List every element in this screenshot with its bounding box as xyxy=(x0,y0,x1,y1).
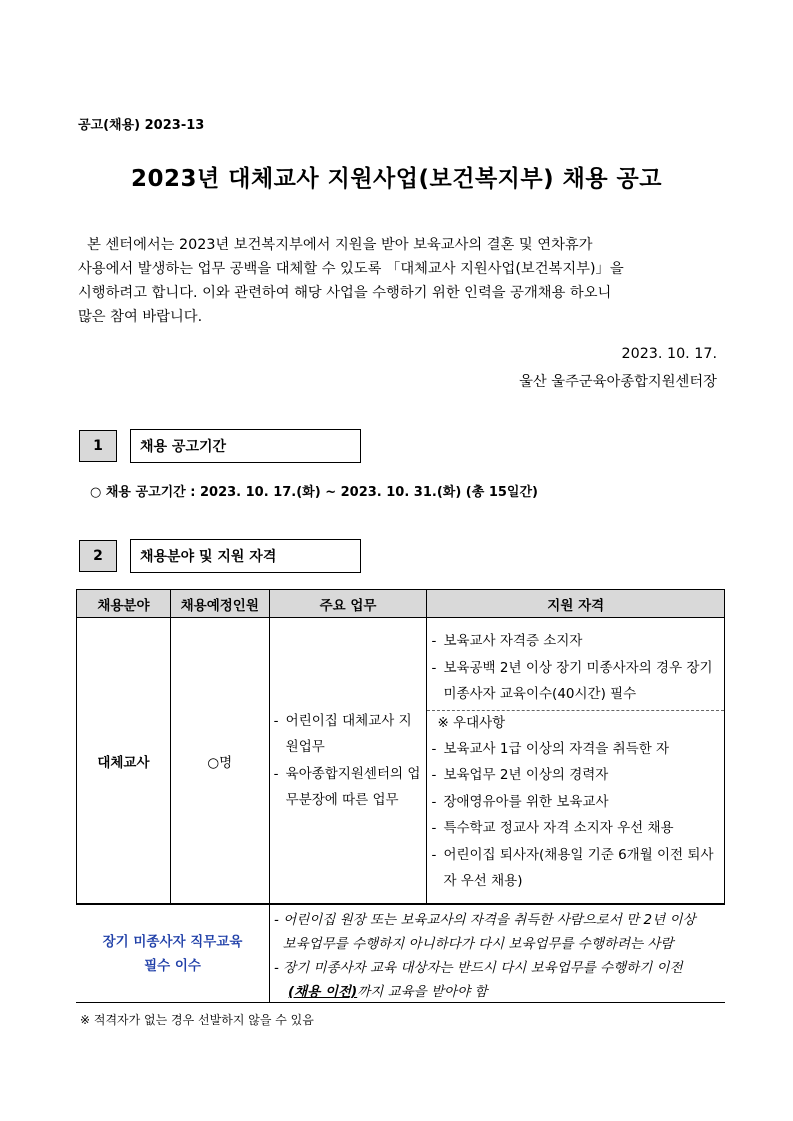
header-headcount: 채용예정인원 xyxy=(170,590,269,618)
preference-item: - 보육업무 2년 이상의 경력자 xyxy=(427,762,718,789)
intro-line: 본 센터에서는 2023년 보건복지부에서 지원을 받아 보육교사의 결혼 및 연차휴가 xyxy=(78,237,593,253)
field-cell: 대체교사 xyxy=(77,618,171,904)
intro-line: 시행하려고 합니다. 이와 관련하여 해당 사업을 수행하기 위한 인력을 공개채용 하오니 xyxy=(78,285,612,301)
training-line-rest: 까지 교육을 받아야 함 xyxy=(357,984,488,1000)
training-details xyxy=(269,905,725,1002)
duties-cell xyxy=(269,618,427,904)
issuer: 울산 울주군육아종합지원센터장 xyxy=(519,374,717,390)
training-emphasis: (채용 이전) xyxy=(288,984,358,1000)
preference-item: - 특수학교 정교사 자격 소지자 우선 채용 xyxy=(427,815,718,842)
training-line: - 장기 미종사자 교육 대상자는 반드시 다시 보육업무를 수행하기 이전 xyxy=(274,960,683,976)
preference-item: - 어린이집 퇴사자(채용일 기준 6개월 이전 퇴사자 우선 채용) xyxy=(427,842,718,895)
section-1-number: 1 xyxy=(79,430,117,462)
header-qualifications: 지원 자격 xyxy=(427,590,725,618)
training-label-line: 장기 미종사자 직무교육 xyxy=(102,933,243,950)
notice-number: 공고(채용) 2023-13 xyxy=(78,118,205,133)
training-requirement-box xyxy=(76,903,725,1003)
table-header-row xyxy=(77,590,725,618)
footnote: ※ 적격자가 없는 경우 선발하지 않을 수 있음 xyxy=(80,1013,314,1027)
header-field: 채용분야 xyxy=(77,590,171,618)
page-title: 2023년 대체교사 지원사업(보건복지부) 채용 공고 xyxy=(131,166,662,192)
recruitment-period: ○ 채용 공고기간 : 2023. 10. 17.(화) ~ 2023. 10. 31.(화) (총 15일간) xyxy=(90,485,538,500)
training-line xyxy=(270,980,725,1004)
intro-line: 사용에서 발생하는 업무 공백을 대체할 수 있도록 「대체교사 지원사업(보건복지부)」을 xyxy=(78,261,624,277)
section-2-title: 채용분야 및 지원 자격 xyxy=(130,539,361,573)
preference-heading: ※ 우대사항 xyxy=(437,714,506,731)
duty-item: - 육아종합지원센터의 업무분장에 따른 업무 xyxy=(270,761,423,814)
qualification-item: - 보육공백 2년 이상 장기 미종사자의 경우 장기 미종사자 교육이수(40시간) 필수 xyxy=(427,655,718,708)
qualification-item: - 보육교사 자격증 소지자 xyxy=(427,628,718,655)
duty-item: - 어린이집 대체교사 지원업무 xyxy=(270,708,423,761)
training-line: - 어린이집 원장 또는 보육교사의 자격을 취득한 사람으로서 만 2년 이상 xyxy=(274,912,696,928)
section-2-number: 2 xyxy=(79,540,117,572)
headcount-cell: ○명 xyxy=(170,618,269,904)
preference-item: - 보육교사 1급 이상의 자격을 취득한 자 xyxy=(427,736,718,763)
section-1-title: 채용 공고기간 xyxy=(130,429,361,463)
training-label xyxy=(76,905,269,1002)
table-row xyxy=(77,618,725,904)
recruitment-table xyxy=(76,589,725,904)
preference-item: - 장애영유아를 위한 보육교사 xyxy=(427,789,718,816)
header-duties: 주요 업무 xyxy=(269,590,427,618)
notice-date: 2023. 10. 17. xyxy=(621,346,717,362)
training-line: 보육업무를 수행하지 아니하다가 다시 보육업무를 수행하려는 사람 xyxy=(274,936,674,952)
training-label-line: 필수 이수 xyxy=(144,957,201,974)
qualifications-cell xyxy=(427,618,725,904)
intro-line: 많은 참여 바랍니다. xyxy=(78,309,203,325)
intro-paragraph xyxy=(78,233,720,329)
